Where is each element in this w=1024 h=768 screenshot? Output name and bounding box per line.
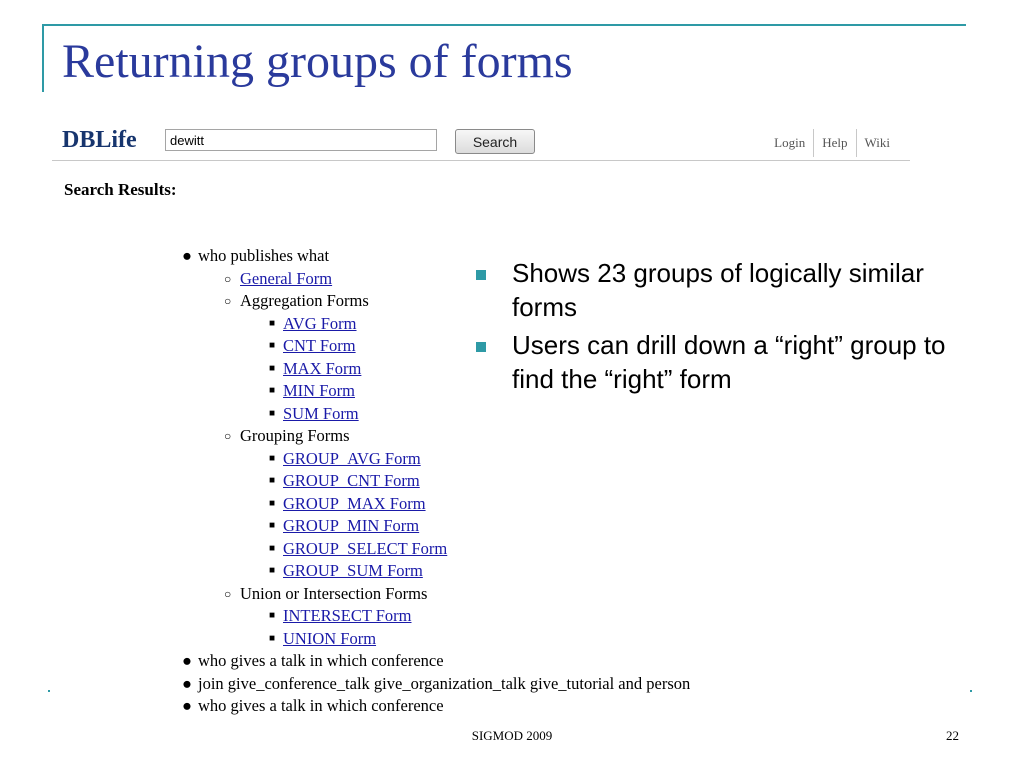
form-link[interactable]: INTERSECT Form [283, 606, 412, 625]
form-item [178, 403, 690, 426]
left-corner-dot [48, 690, 50, 692]
form-link[interactable]: MIN Form [283, 381, 355, 400]
square-bullet-icon: ■ [269, 610, 276, 621]
circle-bullet-icon: ○ [224, 271, 232, 286]
form-link[interactable]: GROUP_SELECT Form [283, 538, 448, 558]
form-item [178, 538, 690, 561]
top-links [766, 129, 898, 157]
result-subgroup [178, 583, 690, 606]
square-bullet-icon [476, 270, 486, 280]
search-button[interactable]: Search [455, 129, 535, 154]
form-link[interactable]: GROUP_SUM Form [283, 561, 423, 580]
login-link[interactable]: Login [774, 135, 806, 150]
square-bullet-icon [476, 342, 486, 352]
square-bullet-icon: ■ [269, 497, 276, 509]
bullet-point-text: Shows 23 groups of logically similar forms [512, 258, 924, 322]
form-link[interactable]: CNT Form [283, 336, 356, 355]
result-group [178, 673, 690, 696]
group-label: Union or Intersection Forms [240, 583, 428, 603]
result-group [178, 650, 690, 673]
form-item [178, 448, 690, 471]
square-bullet-icon: ■ [269, 475, 276, 486]
group-label: join give_conference_talk give_organization_talk give_tutorial and person [198, 673, 691, 693]
form-link[interactable]: GROUP_AVG Form [283, 448, 421, 468]
square-bullet-icon: ■ [269, 407, 276, 419]
form-link[interactable]: GROUP_CNT Form [283, 471, 420, 490]
search-input[interactable] [165, 129, 437, 151]
square-bullet-icon: ■ [269, 362, 276, 374]
bullet-points [476, 256, 956, 400]
square-bullet-icon: ■ [269, 317, 276, 329]
form-item [178, 628, 690, 651]
square-bullet-icon: ■ [269, 385, 276, 396]
page-number: 22 [946, 728, 959, 743]
result-group [178, 695, 690, 718]
disc-bullet-icon: ● [182, 246, 192, 265]
dblife-logo[interactable]: DBLife [62, 127, 137, 153]
right-corner-dot [970, 690, 972, 692]
form-link[interactable]: MAX Form [283, 358, 362, 378]
wiki-link[interactable]: Wiki [856, 129, 898, 157]
square-bullet-icon: ■ [269, 632, 276, 644]
square-bullet-icon: ■ [269, 542, 276, 554]
bullet-point [476, 328, 956, 396]
form-item [178, 560, 690, 583]
group-label: who publishes what [198, 246, 330, 265]
search-results-heading: Search Results: [64, 180, 177, 199]
form-link[interactable]: AVG Form [283, 313, 357, 333]
form-item [178, 470, 690, 493]
square-bullet-icon: ■ [269, 565, 276, 576]
form-item [178, 493, 690, 516]
square-bullet-icon: ■ [269, 520, 276, 531]
disc-bullet-icon: ● [182, 651, 192, 670]
group-label: who gives a talk in which conference [198, 696, 444, 715]
bullet-point-text: Users can drill down a “right” group to find the “right” form [512, 330, 946, 394]
form-item [178, 605, 690, 628]
circle-bullet-icon: ○ [224, 586, 232, 601]
circle-bullet-icon: ○ [224, 429, 232, 443]
disc-bullet-icon: ● [182, 696, 192, 715]
dblife-screenshot [52, 120, 922, 715]
frame-left-line [42, 24, 44, 92]
form-item [178, 515, 690, 538]
form-link[interactable]: GROUP_MIN Form [283, 516, 420, 535]
form-link[interactable]: UNION Form [283, 628, 377, 648]
help-link[interactable]: Help [813, 129, 855, 157]
form-link[interactable]: General Form [240, 268, 333, 288]
circle-bullet-icon: ○ [224, 294, 232, 308]
bullet-point [476, 256, 956, 324]
form-link[interactable]: SUM Form [283, 403, 359, 423]
group-label: Grouping Forms [240, 426, 350, 445]
slide-title: Returning groups of forms [62, 35, 573, 88]
square-bullet-icon: ■ [269, 452, 276, 464]
group-label: Aggregation Forms [240, 291, 369, 310]
group-label: who gives a talk in which conference [198, 651, 444, 670]
result-subgroup [178, 425, 690, 448]
form-link[interactable]: GROUP_MAX Form [283, 493, 426, 513]
frame-top-line [42, 24, 966, 26]
square-bullet-icon: ■ [269, 340, 276, 351]
disc-bullet-icon: ● [182, 673, 192, 693]
top-bar [52, 120, 910, 161]
slide-footer: SIGMOD 2009 [471, 728, 553, 743]
